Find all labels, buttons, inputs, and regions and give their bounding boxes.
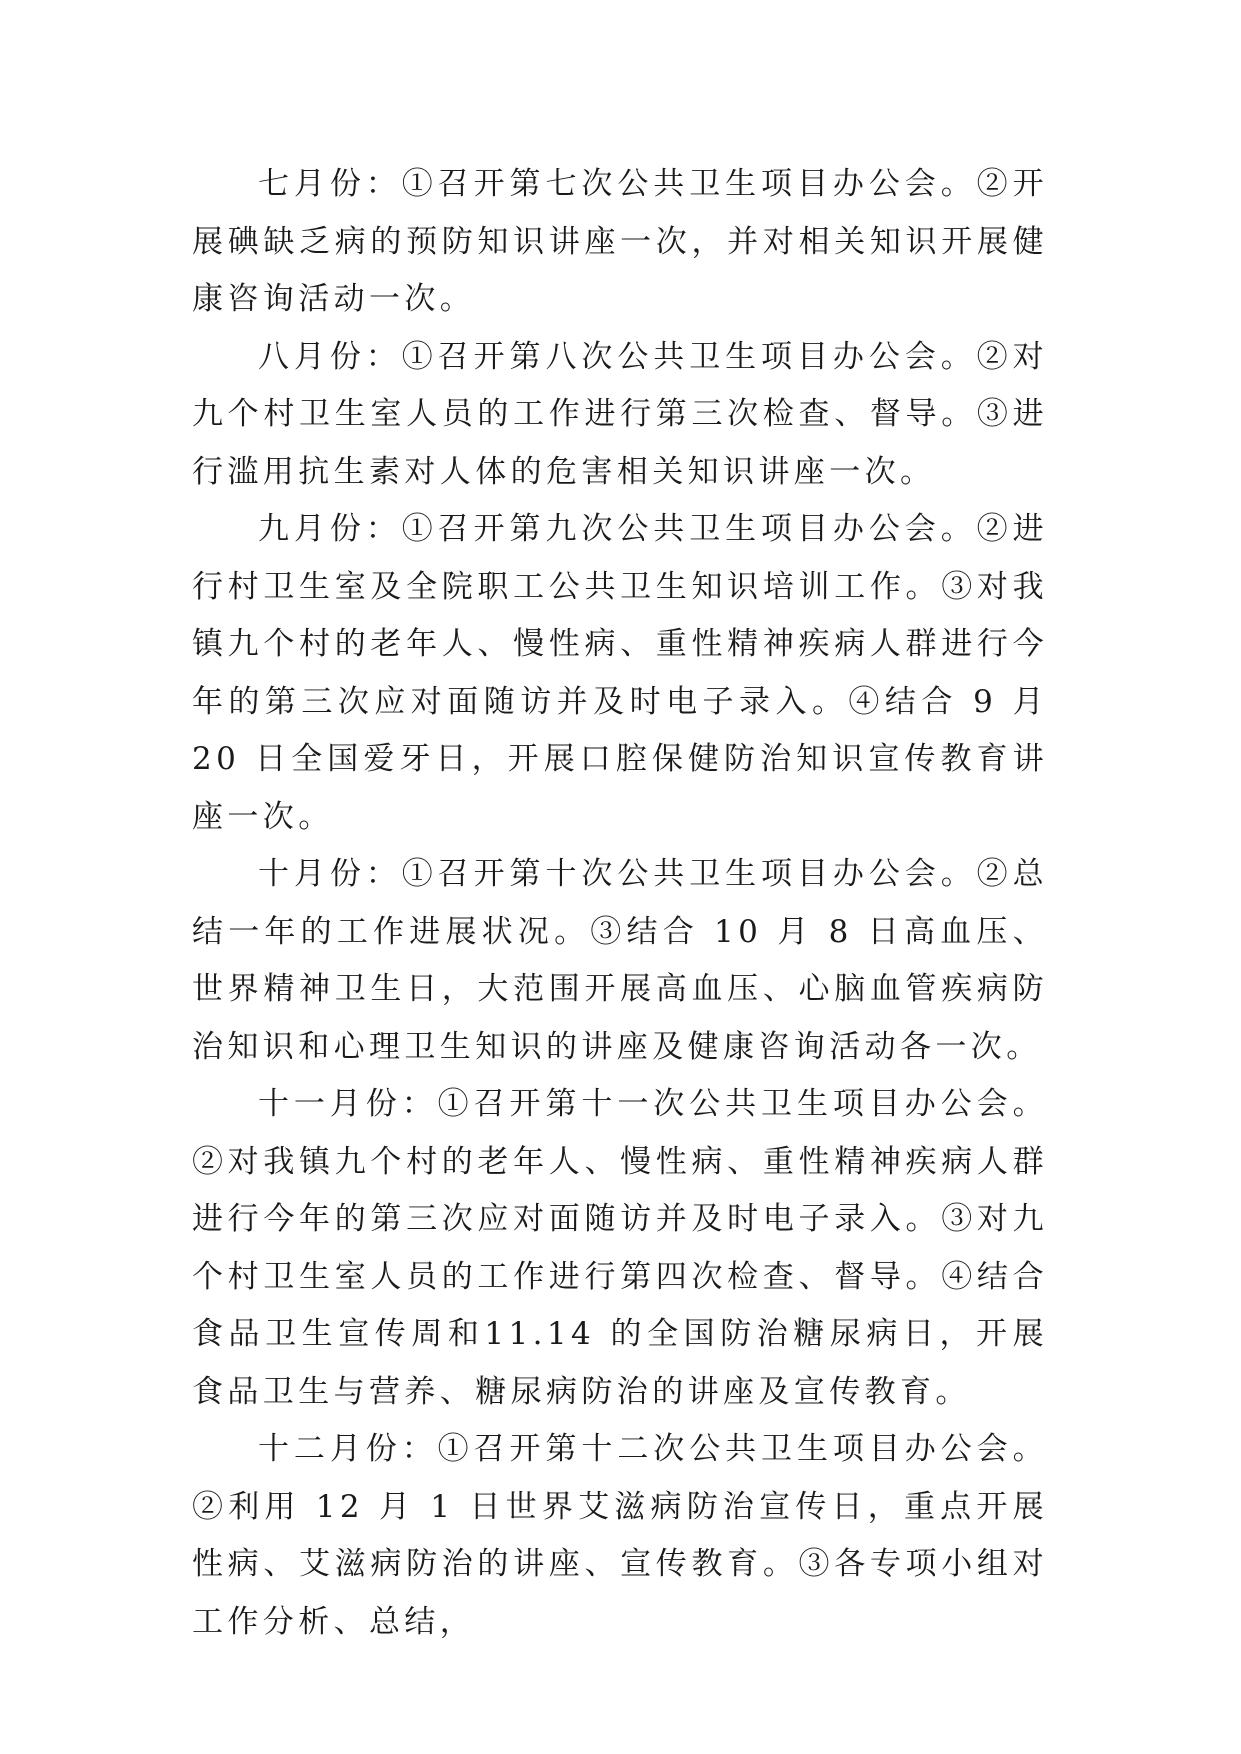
paragraph-september: 九月份：①召开第九次公共卫生项目办公会。②进行村卫生室及全院职工公共卫生知识培训工作。③对我镇九个村的老年人、慢性病、重性精神疾病人群进行今年的第三次应对面随访并及时电子录入。④结合 9 月 20 日全国爱牙日，开展口腔保健防治知识宣传教育讲座一次。 [192,511,1048,835]
paragraph-august: 八月份：①召开第八次公共卫生项目办公会。②对九个村卫生室人员的工作进行第三次检查、督导。③进行滥用抗生素对人体的危害相关知识讲座一次。 [192,338,1048,490]
document-page [192,156,1048,1651]
paragraph-october: 十月份：①召开第十次公共卫生项目办公会。②总结一年的工作进展状况。③结合 10 月 8 日高血压、世界精神卫生日，大范围开展高血压、心脑血管疾病防治知识和心理卫生知识的讲座及健康咨询活动各一次。 [192,856,1048,1065]
paragraph-july: 七月份：①召开第七次公共卫生项目办公会。②开展碘缺乏病的预防知识讲座一次，并对相关知识开展健康咨询活动一次。 [192,166,1048,317]
paragraph-november: 十一月份：①召开第十一次公共卫生项目办公会。②对我镇九个村的老年人、慢性病、重性精神疾病人群进行今年的第三次应对面随访并及时电子录入。③对九个村卫生室人员的工作进行第四次检查、督导。④结合食品卫生宣传周和11.14 的全国防治糖尿病日，开展食品卫生与营养、糖尿病防治的讲座及宣传教育。 [192,1086,1048,1410]
paragraph-december: 十二月份：①召开第十二次公共卫生项目办公会。②利用 12 月 1 日世界艾滋病防治宣传日，重点开展性病、艾滋病防治的讲座、宣传教育。③各专项小组对工作分析、总结， [192,1431,1048,1640]
